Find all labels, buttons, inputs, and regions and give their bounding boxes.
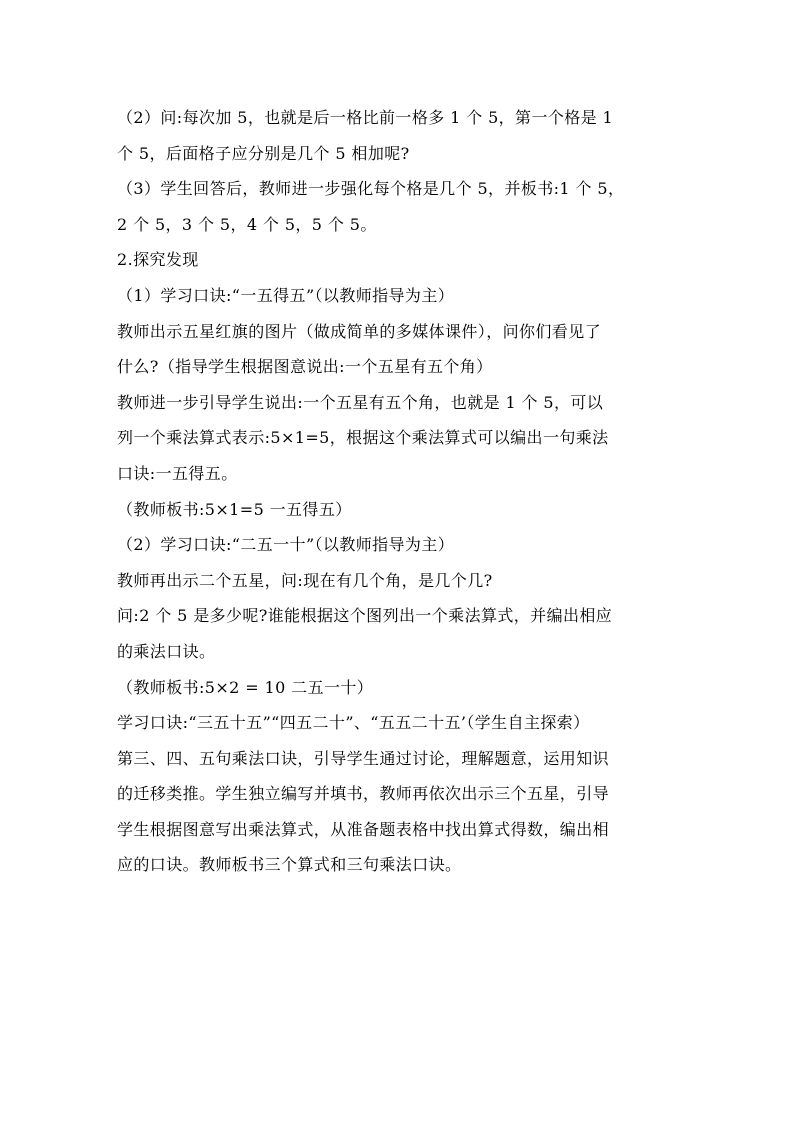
text-line: 什么?（指导学生根据图意说出:一个五星有五个角）	[117, 357, 493, 377]
text-line: （2）学习口诀:“二五一十”（以教师指导为主）	[117, 535, 455, 555]
text-line: 学习口诀:“三五十五”“四五二十”、“五五二十五’（学生自主探索）	[117, 713, 590, 733]
section-heading: 2.探究发现	[117, 250, 199, 270]
text-line: 个 5，后面格子应分别是几个 5 相加呢?	[117, 143, 410, 163]
text-line: （2）问:每次加 5，也就是后一格比前一格多 1 个 5，第一个格是 1	[117, 108, 614, 127]
text-line: 口诀:一五得五。	[117, 463, 238, 483]
text-line: 的乘法口诀。	[117, 641, 216, 661]
text-line: （教师板书:5×1=5 一五得五）	[117, 499, 352, 519]
text-line: 2 个 5，3 个 5，4 个 5，5 个 5。	[117, 214, 377, 234]
text-line: 第三、四、五句乘法口诀，引导学生通过讨论，理解题意，运用知识	[117, 748, 610, 768]
text-line: 的迁移类推。学生独立编写并填书，教师再依次出示三个五星，引导	[117, 784, 610, 804]
text-line: （1）学习口诀:“一五得五”（以教师指导为主）	[117, 285, 455, 305]
text-line: 教师出示五星红旗的图片（做成简单的多媒体课件），问你们看见了	[117, 321, 602, 341]
text-line: （教师板书:5×2 = 10 二五一十）	[117, 677, 374, 697]
text-line: （3）学生回答后，教师进一步强化每个格是几个 5，并板书:1 个 5，	[117, 179, 625, 199]
document-page	[117, 100, 679, 883]
text-line: 教师再出示二个五星，问:现在有几个角，是几个几?	[117, 570, 493, 590]
text-line: 教师进一步引导学生说出:一个五星有五个角，也就是 1 个 5，可以	[117, 392, 604, 412]
text-line: 学生根据图意写出乘法算式，从准备题表格中找出算式得数，编出相	[117, 819, 610, 839]
text-line: 问:2 个 5 是多少呢?谁能根据这个图列出一个乘法算式，并编出相应	[117, 606, 613, 626]
text-line: 应的口诀。教师板书三个算式和三句乘法口诀。	[117, 855, 462, 875]
text-line: 列一个乘法算式表示:5×1=5，根据这个乘法算式可以编出一句乘法	[117, 428, 609, 448]
